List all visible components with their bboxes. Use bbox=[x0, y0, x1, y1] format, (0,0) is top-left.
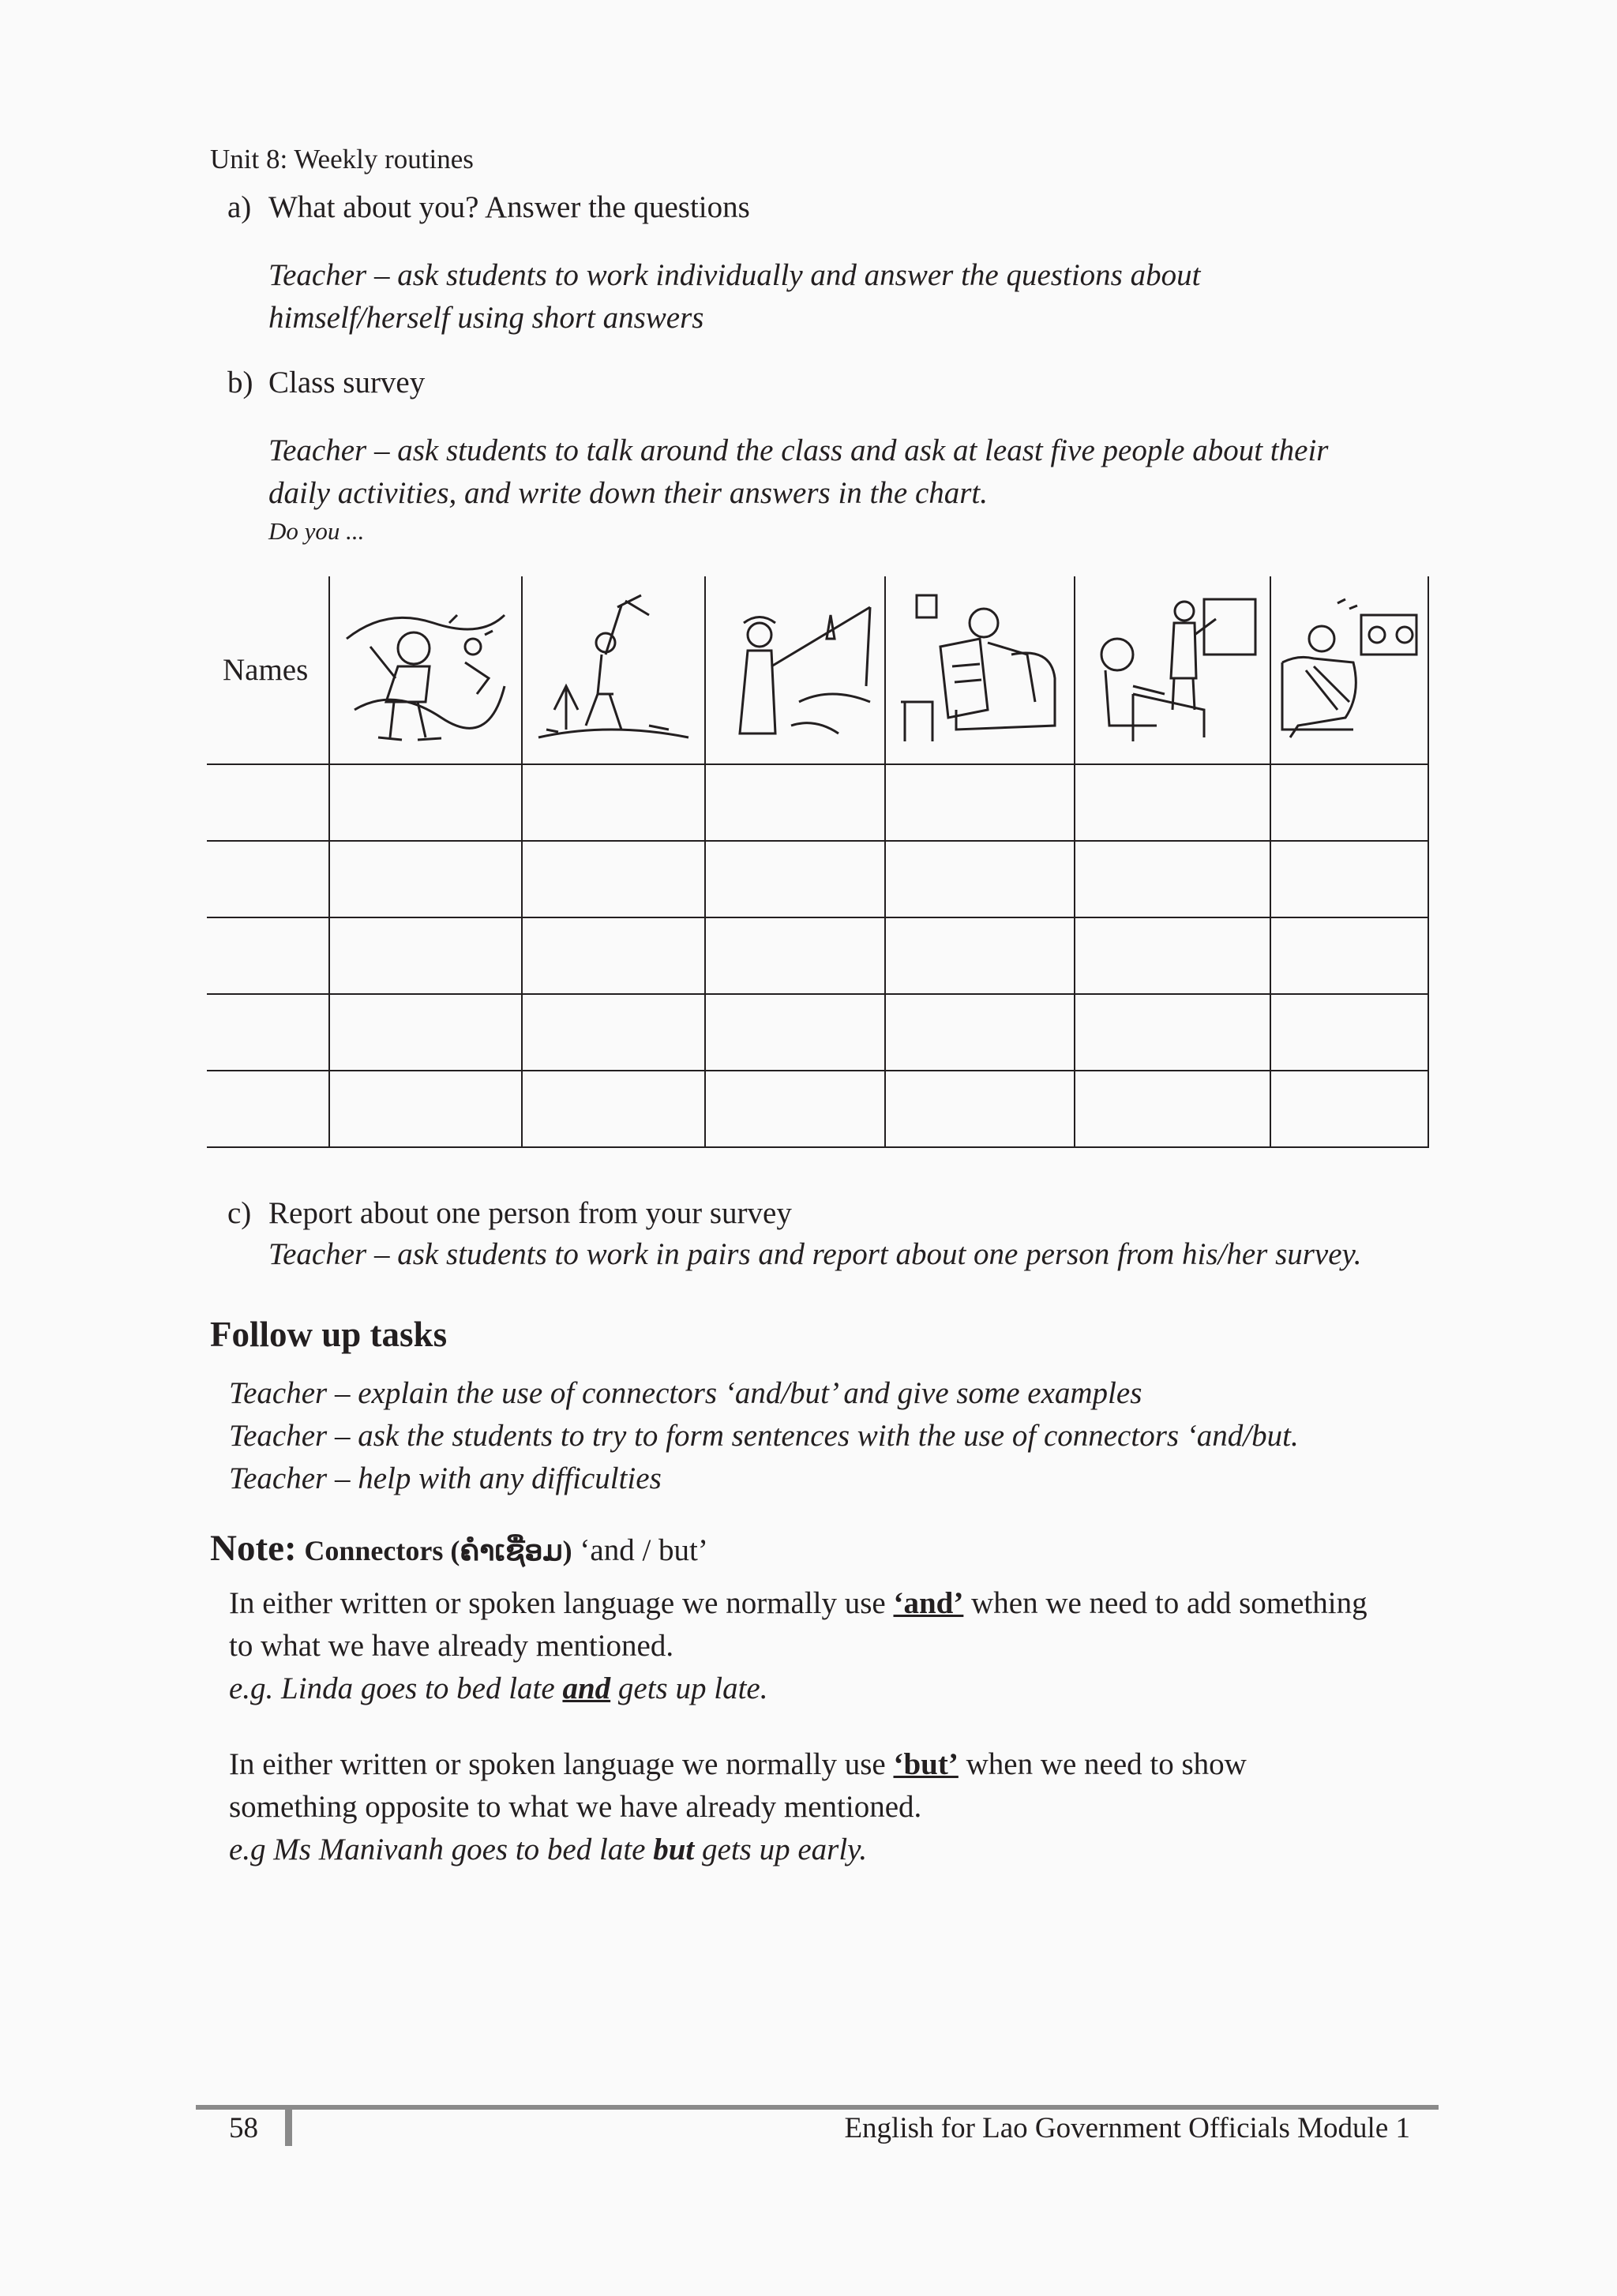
activity-column bbox=[1075, 576, 1270, 764]
section-b-title bbox=[227, 365, 425, 400]
survey-cell[interactable] bbox=[705, 994, 885, 1071]
survey-cell[interactable] bbox=[329, 1071, 522, 1147]
but-example-pre: e.g Ms Manivanh goes to bed late bbox=[229, 1833, 654, 1866]
survey-cell[interactable] bbox=[705, 764, 885, 841]
survey-cell[interactable] bbox=[1270, 994, 1428, 1071]
section-a-instruction-line-1: Teacher – ask students to work individually and answer the questions about bbox=[268, 258, 1201, 292]
activity-column bbox=[329, 576, 522, 764]
and-example-post: gets up late. bbox=[610, 1671, 768, 1705]
survey-cell[interactable] bbox=[329, 841, 522, 917]
survey-cell[interactable] bbox=[885, 1071, 1075, 1147]
survey-cell[interactable] bbox=[885, 994, 1075, 1071]
survey-cell[interactable] bbox=[705, 917, 885, 994]
survey-cell[interactable] bbox=[1075, 841, 1270, 917]
and-line-1 bbox=[229, 1582, 1368, 1625]
survey-row bbox=[207, 764, 1428, 841]
but-line-1-pre: In either written or spoken language we normally use bbox=[229, 1747, 894, 1781]
survey-cell[interactable] bbox=[522, 841, 705, 917]
unit-heading: Unit 8: Weekly routines bbox=[210, 144, 474, 174]
but-example-keyword: but bbox=[653, 1833, 695, 1866]
connector-words: ‘and / but’ bbox=[580, 1533, 708, 1567]
section-b-title-text: Class survey bbox=[268, 366, 426, 400]
survey-cell[interactable] bbox=[1075, 764, 1270, 841]
survey-row bbox=[207, 841, 1428, 917]
survey-table bbox=[207, 576, 1429, 1148]
survey-cell[interactable] bbox=[522, 764, 705, 841]
and-line-1-post: when we need to add something bbox=[963, 1586, 1368, 1620]
but-paragraph bbox=[229, 1743, 1247, 1871]
survey-row bbox=[207, 1071, 1428, 1147]
section-a-title-text: What about you? Answer the questions bbox=[268, 190, 750, 224]
survey-row bbox=[207, 917, 1428, 994]
survey-cell[interactable] bbox=[522, 1071, 705, 1147]
survey-cell[interactable] bbox=[207, 994, 329, 1071]
survey-row bbox=[207, 994, 1428, 1071]
section-b-instruction-line-1: Teacher – ask students to talk around the class and ask at least five people about their bbox=[268, 433, 1329, 467]
section-c-title bbox=[227, 1195, 792, 1231]
follow-up-list bbox=[229, 1372, 1299, 1500]
but-example bbox=[229, 1829, 1247, 1871]
survey-cell[interactable] bbox=[885, 841, 1075, 917]
section-a-title bbox=[227, 189, 750, 225]
survey-cell[interactable] bbox=[207, 764, 329, 841]
survey-cell[interactable] bbox=[522, 994, 705, 1071]
survey-cell[interactable] bbox=[1270, 917, 1428, 994]
listening-to-music-icon bbox=[1274, 591, 1424, 749]
but-line-2: something opposite to what we have already mentioned. bbox=[229, 1790, 922, 1824]
survey-prompt: Do you ... bbox=[268, 517, 365, 545]
and-keyword: ‘and’ bbox=[893, 1586, 964, 1620]
names-header: Names bbox=[207, 576, 329, 764]
connectors-label: Connectors (ຄໍາເຊື່ອມ) bbox=[304, 1535, 572, 1566]
survey-cell[interactable] bbox=[329, 994, 522, 1071]
survey-cell[interactable] bbox=[1270, 764, 1428, 841]
survey-cell[interactable] bbox=[1075, 917, 1270, 994]
section-c-letter: c) bbox=[227, 1196, 252, 1230]
survey-cell[interactable] bbox=[1075, 1071, 1270, 1147]
survey-cell[interactable] bbox=[705, 1071, 885, 1147]
and-line-1-pre: In either written or spoken language we normally use bbox=[229, 1586, 894, 1620]
section-a-instruction bbox=[268, 254, 1200, 340]
survey-cell[interactable] bbox=[1270, 1071, 1428, 1147]
and-example-pre: e.g. Linda goes to bed late bbox=[229, 1671, 563, 1705]
survey-cell[interactable] bbox=[207, 841, 329, 917]
section-a-instruction-line-2: himself/herself using short answers bbox=[268, 301, 704, 335]
but-keyword: ‘but’ bbox=[893, 1747, 959, 1781]
and-example bbox=[229, 1668, 1368, 1710]
follow-up-line: Teacher – ask the students to try to form sentences with the use of connectors ‘and/but. bbox=[229, 1419, 1299, 1453]
section-c-title-text: Report about one person from your survey bbox=[268, 1196, 792, 1230]
reading-newspaper-icon bbox=[893, 591, 1067, 749]
activity-column bbox=[885, 576, 1075, 764]
section-a-letter: a) bbox=[227, 190, 252, 224]
section-b-instruction bbox=[268, 430, 1328, 515]
book-title: English for Lao Government Officials Module 1 bbox=[844, 2112, 1410, 2144]
survey-cell[interactable] bbox=[207, 1071, 329, 1147]
survey-cell[interactable] bbox=[1075, 994, 1270, 1071]
fishing-icon bbox=[712, 591, 878, 749]
follow-up-line: Teacher – explain the use of connectors ‘and/but’ and give some examples bbox=[229, 1376, 1142, 1410]
survey-cell[interactable] bbox=[885, 917, 1075, 994]
but-line-1-post: when we need to show bbox=[958, 1747, 1247, 1781]
page-number: 58 bbox=[229, 2112, 258, 2144]
playing-football-icon bbox=[339, 591, 512, 749]
activity-column bbox=[705, 576, 885, 764]
section-c-instruction: Teacher – ask students to work in pairs and report about one person from his/her survey. bbox=[268, 1237, 1362, 1271]
but-example-post: gets up early. bbox=[694, 1833, 868, 1866]
note-label: Note: bbox=[210, 1528, 297, 1569]
survey-cell[interactable] bbox=[522, 917, 705, 994]
follow-up-heading: Follow up tasks bbox=[210, 1315, 448, 1354]
teaching-class-icon bbox=[1086, 591, 1259, 749]
note-heading bbox=[210, 1527, 708, 1570]
survey-cell[interactable] bbox=[329, 917, 522, 994]
activity-column bbox=[522, 576, 705, 764]
and-example-keyword: and bbox=[562, 1671, 611, 1705]
activity-column bbox=[1270, 576, 1428, 764]
survey-cell[interactable] bbox=[329, 764, 522, 841]
footer-rule bbox=[196, 2105, 1439, 2110]
footer-divider bbox=[285, 2108, 292, 2146]
and-paragraph bbox=[229, 1582, 1368, 1710]
chopping-wood-icon bbox=[531, 591, 696, 749]
section-b-letter: b) bbox=[227, 366, 253, 400]
survey-cell[interactable] bbox=[885, 764, 1075, 841]
follow-up-line: Teacher – help with any difficulties bbox=[229, 1461, 662, 1495]
survey-cell[interactable] bbox=[705, 841, 885, 917]
survey-cell[interactable] bbox=[1270, 841, 1428, 917]
survey-cell[interactable] bbox=[207, 917, 329, 994]
and-line-2: to what we have already mentioned. bbox=[229, 1629, 674, 1663]
survey-header-row bbox=[207, 576, 1428, 764]
but-line-1 bbox=[229, 1743, 1247, 1786]
section-b-instruction-line-2: daily activities, and write down their answers in the chart. bbox=[268, 476, 989, 510]
